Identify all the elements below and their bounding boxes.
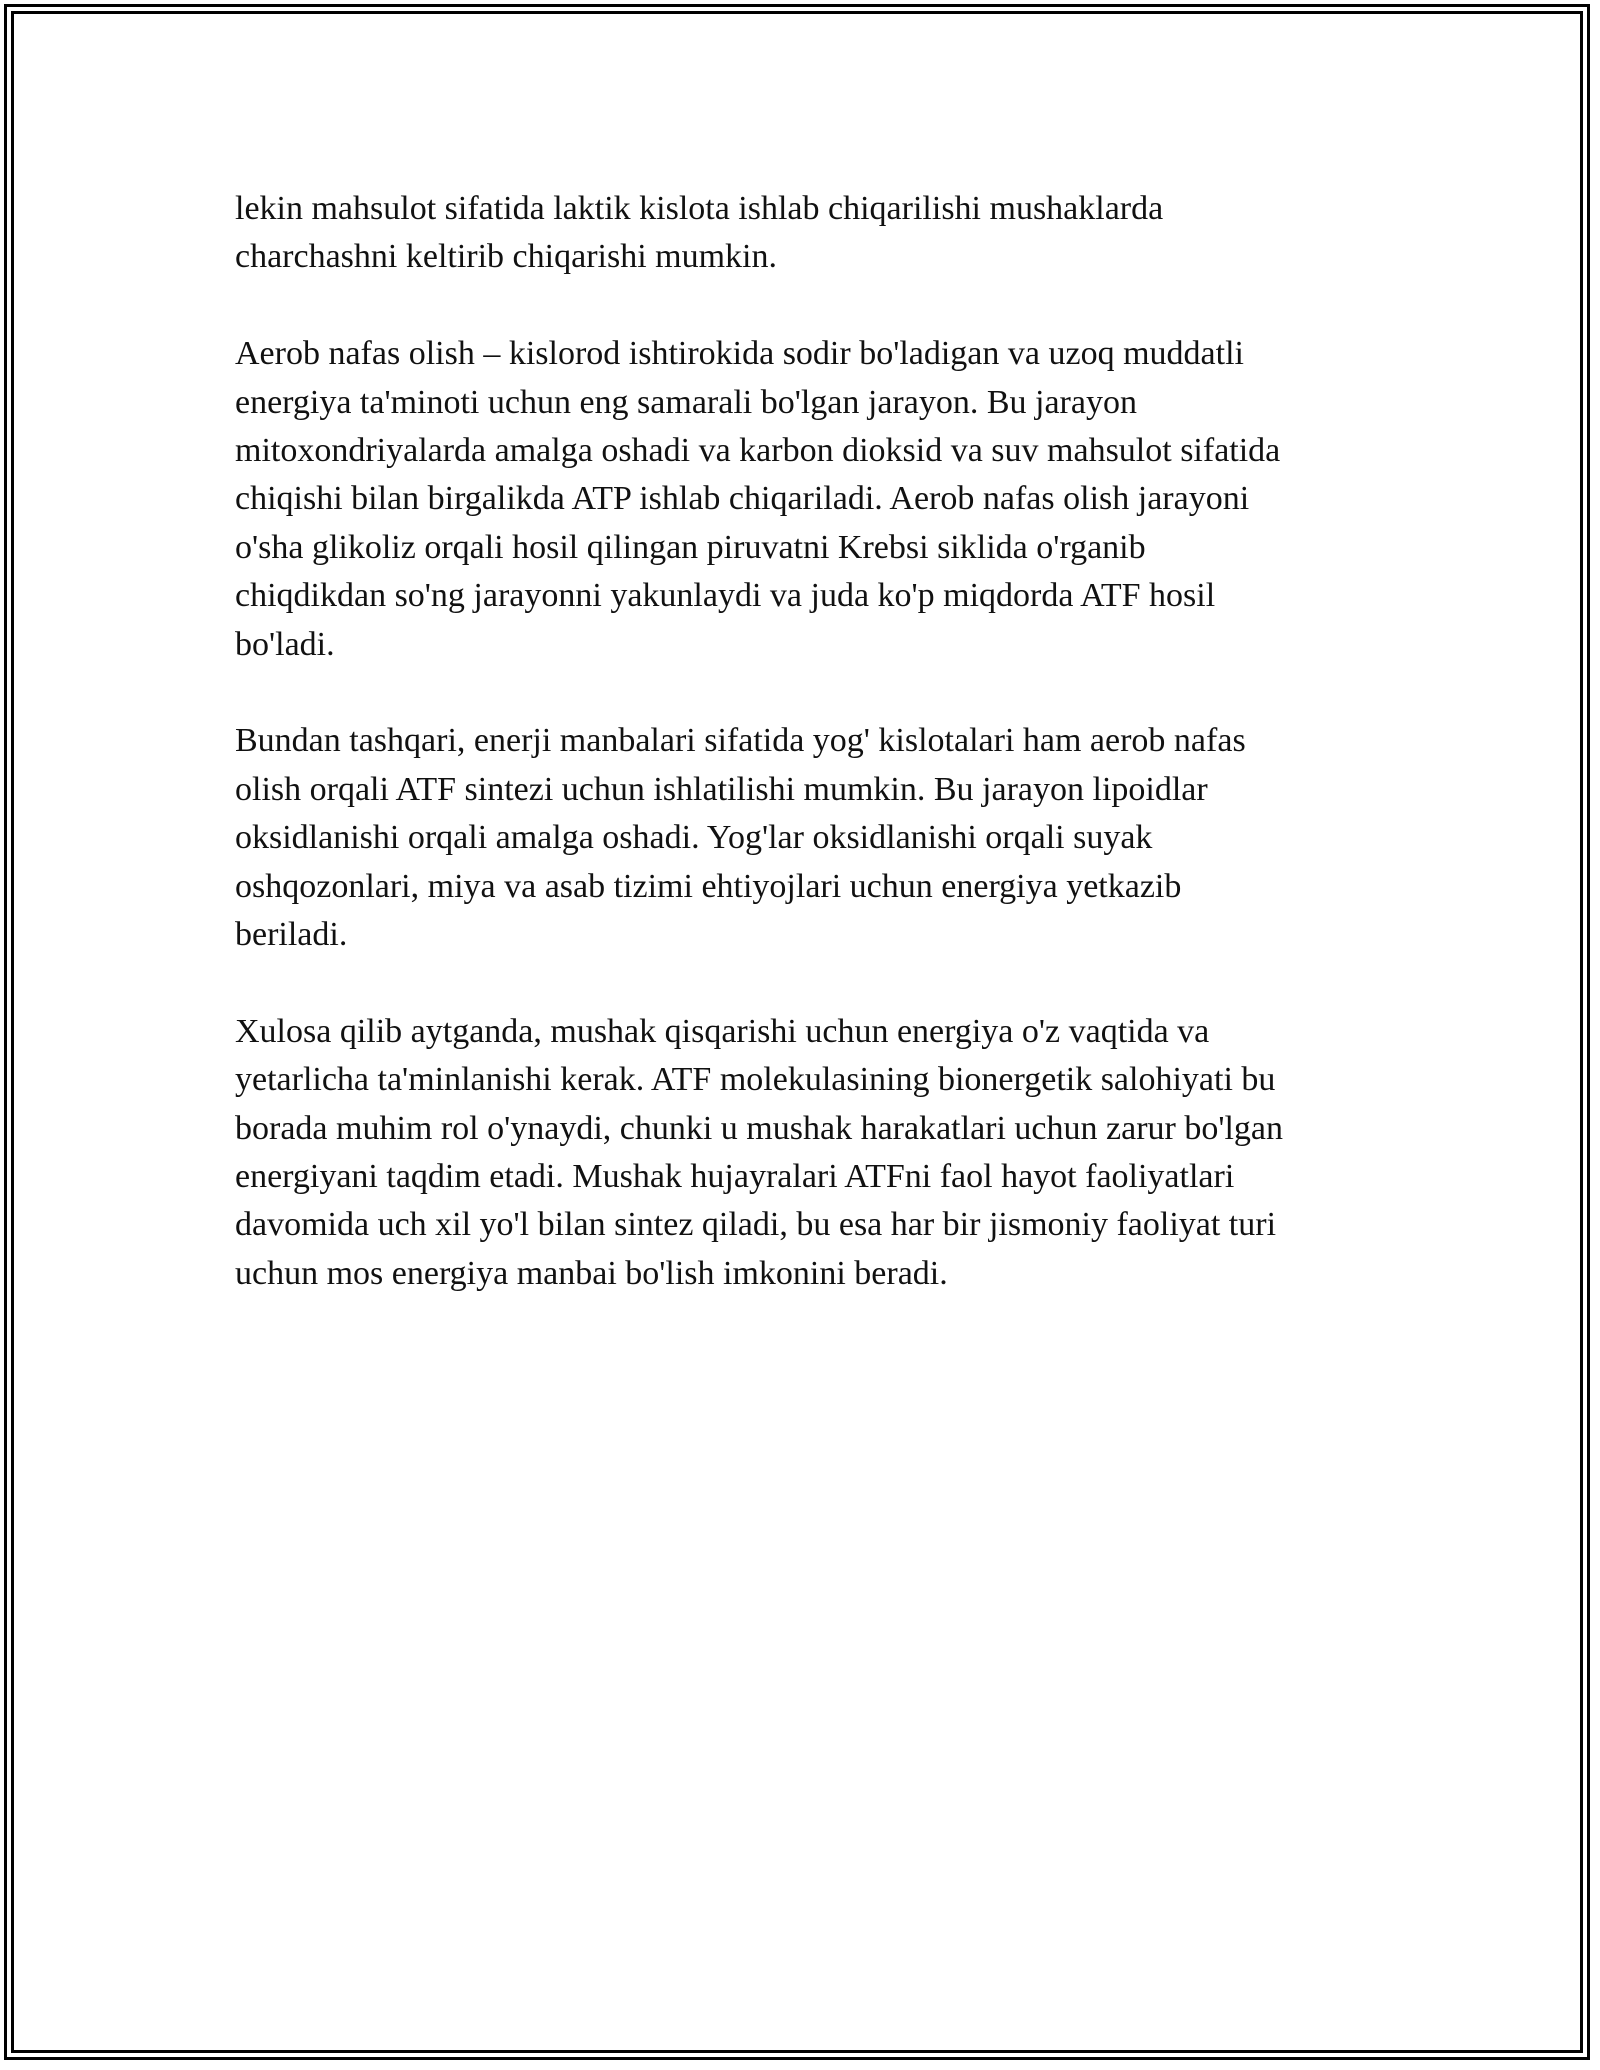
paragraph-lactic-acid: lekin mahsulot sifatida laktik kislota ishlab chiqarilishi mushaklarda charchashni keltirib chiqarishi mumkin.	[235, 190, 1164, 276]
paragraph-conclusion: Xulosa qilib aytganda, mushak qisqarishi uchun energiya o'z vaqtida va yetarlicha ta'minlanishi kerak. ATF molekulasining bionergetik salohiyati bu borada muhim rol o'ynaydi, chunki u mushak harakatlari uchun zarur bo'lgan energiyani taqdim etadi. Mushak hujayralari ATFni faol hayot faoliyatlari davomida uch xil yo'l bilan sintez qiladi, bu esa har bir jismoniy faoliyat turi uchun mos energiya manbai bo'lish imkonini beradi.	[235, 1012, 1284, 1292]
paragraph-fatty-acids: Bundan tashqari, enerji manbalari sifatida yog' kislotalari ham aerob nafas olish orqali ATF sintezi uchun ishlatilishi mumkin. Bu jarayon lipoidlar oksidlanishi orqali amalga oshadi. Yog'lar oksidlanishi orqali suyak oshqozonlari, miya va asab tizimi ehtiyojlari uchun energiya yetkazib beriladi.	[235, 722, 1246, 954]
document-body	[235, 185, 1385, 1347]
paragraph-aerobic-respiration: Aerob nafas olish – kislorod ishtirokida sodir bo'ladigan va uzoq muddatli energiya ta'minoti uchun eng samarali bo'lgan jarayon. Bu jarayon mitoxondriyalarda amalga oshadi va karbon dioksid va suv mahsulot sifatida chiqishi bilan birgalikda ATP ishlab chiqariladi. Aerob nafas olish jarayoni o'sha glikoliz orqali hosil qilingan piruvatni Krebsi siklida o'rganib chiqdikdan so'ng jarayonni yakunlaydi va juda ko'p miqdorda ATF hosil bo'ladi.	[235, 335, 1281, 663]
